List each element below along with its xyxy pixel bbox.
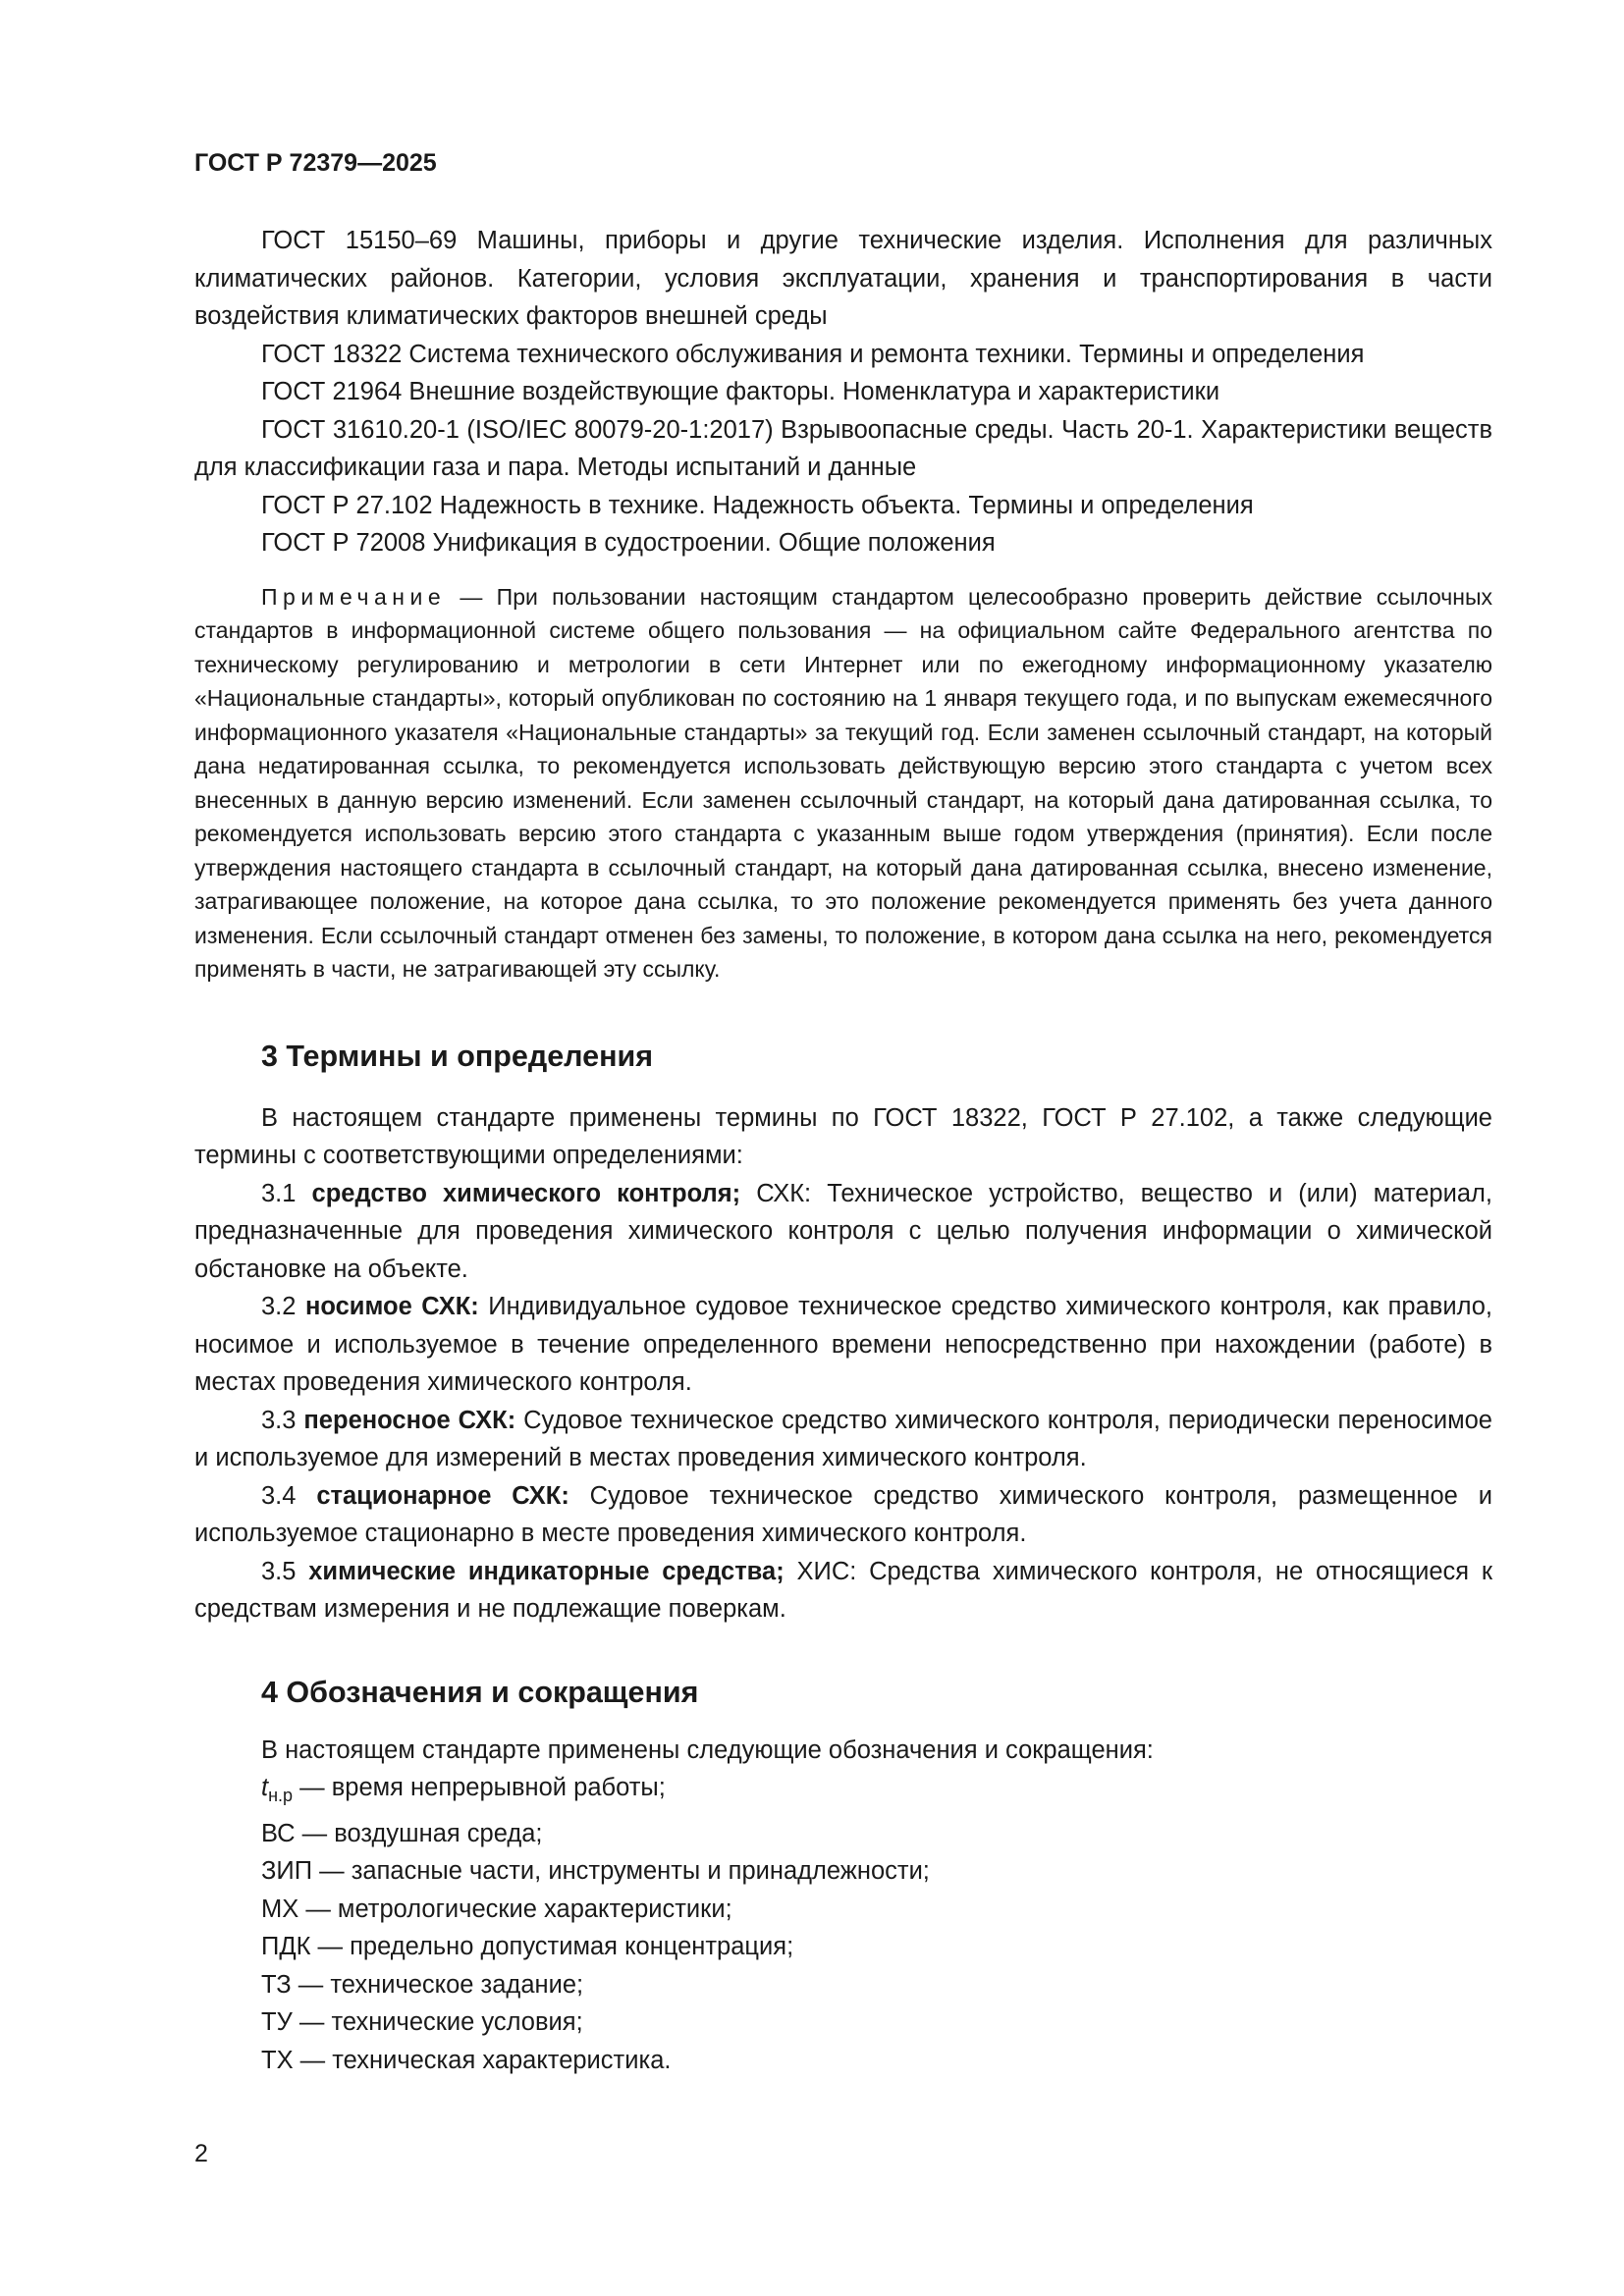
- document-header: ГОСТ Р 72379—2025: [194, 149, 437, 177]
- abbreviation-item: ЗИП — запасные части, инструменты и принадлежности;: [261, 1857, 930, 1885]
- term-definition: [194, 1288, 1492, 1402]
- term-number: 3.4: [261, 1481, 297, 1510]
- reference-item: ГОСТ Р 72008 Унификация в судостроении. Общие положения: [261, 529, 996, 557]
- document-body: [194, 222, 1492, 2079]
- symbol-subscript: н.р: [268, 1786, 294, 1805]
- term-name: стационарное СХК:: [316, 1481, 569, 1510]
- term-name: переносное СХК:: [303, 1406, 516, 1434]
- term-text: Индивидуальное судовое техническое средство химического контроля, как правило, носимое и используемое в течение определенного времени непосредственно при нахождении (работе) в местах проведения химического контроля.: [194, 1293, 1492, 1396]
- symbol-base: t: [261, 1774, 269, 1801]
- term-definition: [194, 1553, 1492, 1629]
- note-paragraph: [194, 580, 1492, 987]
- abbreviation-item: МХ — метрологические характеристики;: [261, 1895, 732, 1923]
- term-number: 3.3: [261, 1406, 297, 1434]
- term-number: 3.2: [261, 1293, 297, 1320]
- term-definition: [194, 1175, 1492, 1289]
- note-label: Примечание: [261, 583, 447, 610]
- note-text: — При пользовании настоящим стандартом целесообразно проверить действие ссылочных стандартов в информационной системе общего пользования — на официальном сайте Федерального агентства по техническому регулированию и метрологии в сети Интернет или по ежегодному информационному указателю «Национальные стандарты», который опубликован по состоянию на 1 января текущего года, и по выпускам ежемесячного информационного указателя «Национальные стандарты» за текущий год. Если заменен ссылочный стандарт, на который дана недатированная ссылка, то рекомендуется использовать действующую версию этого стандарта с учетом всех внесенных в данную версию изменений. Если заменен ссылочный стандарт, на который дана датированная ссылка, то рекомендуется использовать версию этого стандарта с указанным выше годом утверждения (принятия). Если после утверждения настоящего стандарта в ссылочный стандарт, на который дана датированная ссылка, внесено изменение, затрагивающее положение, на которое дана ссылка, то это положение рекомендуется применять без учета данного изменения. Если ссылочный стандарт отменен без замены, то положение, в котором дана ссылка на него, рекомендуется применять в части, не затрагивающей эту ссылку.: [194, 583, 1492, 982]
- abbreviation-item: ТЗ — техническое задание;: [261, 1970, 584, 1999]
- term-text: Судовое техническое средство химического контроля, размещенное и используемое стационарно в месте проведения химического контроля.: [194, 1481, 1492, 1547]
- abbreviation-item: ПДК — предельно допустимая концентрация;: [261, 1933, 794, 1960]
- term-number: 3.1: [261, 1179, 297, 1207]
- reference-item: ГОСТ 21964 Внешние воздействующие факторы. Номенклатура и характеристики: [261, 378, 1220, 405]
- reference-item: ГОСТ 31610.20-1 (ISO/IEC 80079-20-1:2017) Взрывоопасные среды. Часть 20-1. Характеристики веществ для классификации газа и пара. Методы испытаний и данные: [194, 415, 1492, 481]
- section-4-intro: В настоящем стандарте применены следующие обозначения и сокращения:: [261, 1735, 1154, 1764]
- term-definition: [194, 1402, 1492, 1477]
- symbol-definition: — время непрерывной работы;: [293, 1774, 666, 1801]
- abbreviation-item: ТУ — технические условия;: [261, 2008, 583, 2036]
- abbreviation-item: ВС — воздушная среда;: [261, 1819, 543, 1847]
- term-number: 3.5: [261, 1557, 297, 1585]
- term-name: химические индикаторные средства;: [308, 1557, 785, 1585]
- abbreviation-item: ТХ — техническая характеристика.: [261, 2046, 672, 2074]
- symbol-item: [194, 1769, 1492, 1815]
- term-name: средство химического контроля;: [311, 1179, 741, 1207]
- term-text: СХК: Техническое устройство, вещество и (или) материал, предназначенные для проведения химического контроля с целью получения информации о химической обстановке на объекте.: [194, 1179, 1492, 1283]
- section-4-title: 4 Обозначения и сокращения: [261, 1675, 699, 1709]
- term-definition: [194, 1477, 1492, 1553]
- page-number: 2: [194, 2140, 208, 2167]
- term-name: носимое СХК:: [304, 1293, 479, 1320]
- reference-item: ГОСТ 15150–69 Машины, приборы и другие технические изделия. Исполнения для различных климатических районов. Категории, условия эксплуатации, хранения и транспортирования в части воздействия климатических факторов внешней среды: [194, 227, 1492, 330]
- reference-item: ГОСТ Р 27.102 Надежность в технике. Надежность объекта. Термины и определения: [261, 491, 1254, 519]
- term-text: ХИС: Средства химического контроля, не относящиеся к средствам измерения и не подлежащие поверкам.: [194, 1557, 1493, 1623]
- section-3-title: 3 Термины и определения: [261, 1039, 654, 1073]
- section-3-intro: В настоящем стандарте применены термины по ГОСТ 18322, ГОСТ Р 27.102, а также следующие термины с соответствующими определениями:: [194, 1103, 1492, 1169]
- reference-item: ГОСТ 18322 Система технического обслуживания и ремонта техники. Термины и определения: [261, 340, 1365, 368]
- term-text: Судовое техническое средство химического контроля, периодически переносимое и используемое для измерений в местах проведения химического контроля.: [194, 1406, 1492, 1471]
